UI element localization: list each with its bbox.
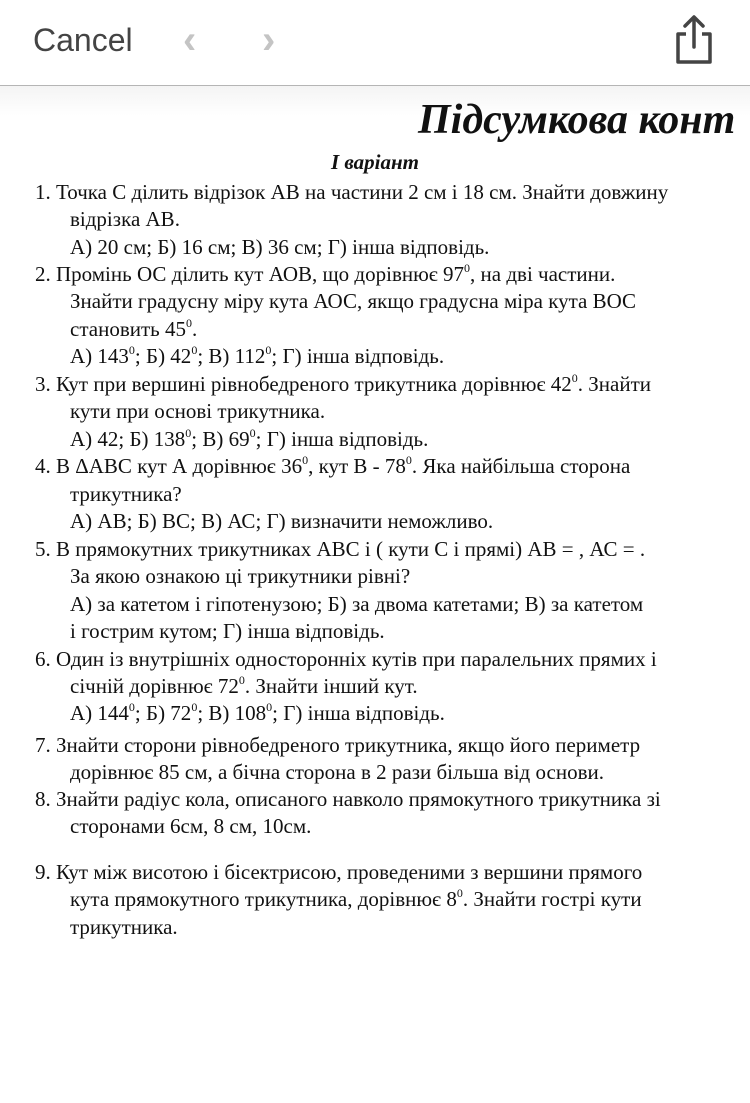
line-text: . Знайти гострі кути	[462, 887, 642, 911]
line-text: сторонами 6см, 8 см, 10см.	[70, 814, 312, 838]
share-icon[interactable]	[672, 14, 716, 66]
degree-superscript: 0	[265, 343, 272, 357]
text-line	[70, 317, 197, 342]
degree-superscript: 0	[185, 316, 192, 330]
chevron-right-icon[interactable]: ›	[262, 18, 276, 62]
line-text: 1. Точка С ділить відрізок АВ на частини 2 см і 18 см. Знайти довжину	[35, 180, 669, 204]
line-text: . Знайти інший кут.	[244, 674, 418, 698]
text-line	[70, 592, 643, 617]
text-line	[70, 482, 182, 507]
line-text: , кут В - 78	[308, 454, 406, 478]
line-text: ; В) 112	[197, 344, 266, 368]
degree-superscript: 0	[191, 343, 198, 357]
line-text: і гострим кутом; Г) інша відповідь.	[70, 619, 385, 643]
line-text: кути при основі трикутника.	[70, 399, 326, 423]
line-text: відрізка АВ.	[70, 207, 180, 231]
degree-superscript: 0	[128, 343, 135, 357]
text-line	[35, 733, 640, 758]
line-text: становить 45	[70, 317, 186, 341]
cancel-button[interactable]: Cancel	[33, 22, 133, 58]
line-text: .	[191, 317, 198, 341]
line-text: трикутника?	[70, 482, 182, 506]
text-line	[35, 647, 657, 672]
text-line	[70, 564, 410, 589]
line-text: . Знайти	[577, 372, 651, 396]
toolbar	[0, 0, 750, 86]
text-line	[35, 454, 630, 479]
line-text: А) 143	[70, 344, 129, 368]
line-text: 5. В прямокутних трикутниках АВС і ( кути С і прямі) АВ = , АС = .	[35, 537, 646, 561]
line-text: 6. Один із внутрішніх односторонніх кутів при паралельних прямих і	[35, 647, 657, 671]
text-line	[70, 760, 604, 785]
line-text: А) АВ; Б) ВС; В) АС; Г) визначити неможливо.	[70, 509, 494, 533]
line-text: трикутника.	[70, 915, 178, 939]
text-line	[70, 427, 428, 452]
line-text: кута прямокутного трикутника, дорівнює 8	[70, 887, 457, 911]
text-line	[70, 619, 385, 644]
degree-superscript: 0	[302, 453, 309, 467]
line-text: 2. Промінь ОС ділить кут АОВ, що дорівнює 97	[35, 262, 465, 286]
text-line	[70, 887, 642, 912]
degree-superscript: 0	[249, 426, 256, 440]
chevron-left-icon[interactable]: ‹	[183, 18, 197, 62]
line-text: А) за катетом і гіпотенузою; Б) за двома катетами; В) за катетом	[70, 592, 644, 616]
line-text: ; В) 69	[191, 427, 250, 451]
text-line	[35, 180, 668, 205]
text-line	[35, 537, 645, 562]
line-text: Знайти градусну міру кута АОС, якщо градусна міра кута ВОС	[70, 289, 637, 313]
text-line	[70, 814, 311, 839]
text-line	[70, 235, 489, 260]
degree-superscript: 0	[464, 261, 471, 275]
text-line	[35, 860, 642, 885]
line-text: . Яка найбільша сторона	[411, 454, 631, 478]
degree-superscript: 0	[185, 426, 192, 440]
degree-superscript: 0	[456, 886, 463, 900]
text-line	[70, 674, 418, 699]
line-text: січній дорівнює 72	[70, 674, 239, 698]
text-line	[70, 399, 325, 424]
line-text: , на дві частини.	[470, 262, 616, 286]
line-text: 4. В ΔАВС кут А дорівнює 36	[35, 454, 303, 478]
text-line	[70, 915, 178, 940]
line-text: За якою ознакою ці трикутники рівні?	[70, 564, 411, 588]
line-text: дорівнює 85 см, а бічна сторона в 2 рази більша від основи.	[70, 760, 604, 784]
document-page	[0, 86, 750, 1103]
text-line	[70, 289, 636, 314]
line-text: А) 42; Б) 138	[70, 427, 186, 451]
degree-superscript: 0	[128, 700, 135, 714]
degree-superscript: 0	[266, 700, 273, 714]
line-text: ; Г) інша відповідь.	[271, 344, 445, 368]
line-text: 7. Знайти сторони рівнобедреного трикутника, якщо його периметр	[35, 733, 641, 757]
text-line	[35, 262, 615, 287]
text-line	[35, 787, 661, 812]
degree-superscript: 0	[571, 371, 578, 385]
line-text: А) 144	[70, 701, 129, 725]
line-text: ; Г) інша відповідь.	[272, 701, 445, 725]
degree-superscript: 0	[238, 673, 245, 687]
line-text: ; В) 108	[197, 701, 267, 725]
line-text: А) 20 см; Б) 16 см; В) 36 см; Г) інша відповідь.	[70, 235, 490, 259]
line-text: ; Г) інша відповідь.	[255, 427, 429, 451]
line-text: 8. Знайти радіус кола, описаного навколо прямокутного трикутника зі	[35, 787, 661, 811]
degree-superscript: 0	[191, 700, 198, 714]
line-text: ; Б) 72	[134, 701, 192, 725]
degree-superscript: 0	[405, 453, 412, 467]
text-line	[70, 207, 180, 232]
variant-heading: І варіант	[331, 150, 419, 174]
line-text: 9. Кут між висотою і бісектрисою, проведеними з вершини прямого	[35, 860, 643, 884]
text-line	[70, 509, 493, 534]
text-line	[70, 701, 445, 726]
document-title: Підсумкова конт	[418, 97, 736, 143]
text-line	[35, 372, 651, 397]
text-line	[70, 344, 444, 369]
line-text: 3. Кут при вершині рівнобедреного трикутника дорівнює 42	[35, 372, 572, 396]
line-text: ; Б) 42	[134, 344, 192, 368]
